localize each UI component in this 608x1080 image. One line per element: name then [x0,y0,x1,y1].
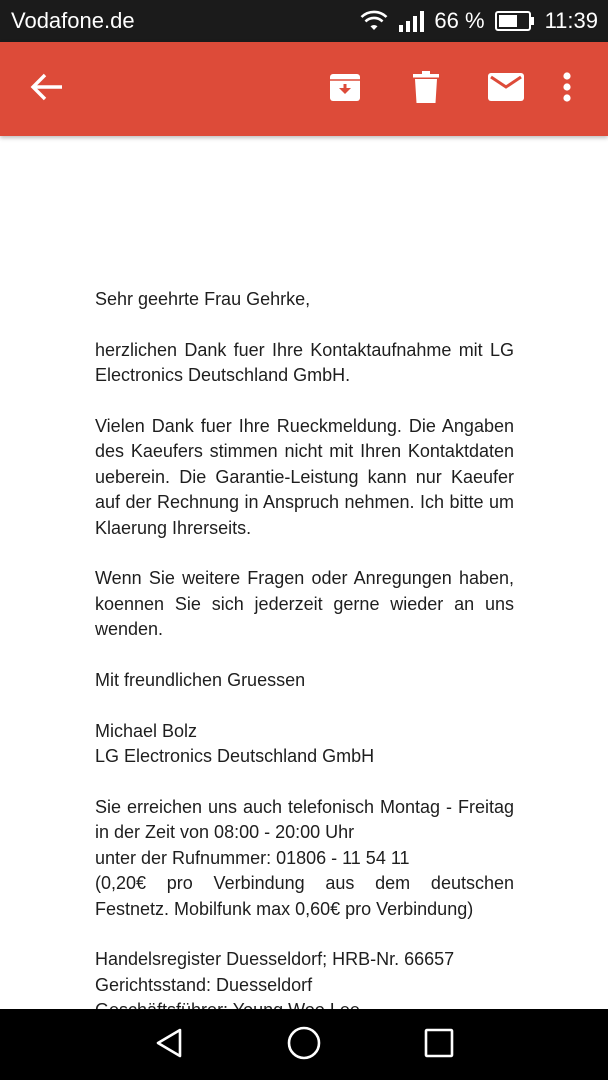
email-toolbar [0,42,608,136]
court-of-jurisdiction: Gerichtsstand: Duesseldorf [95,974,313,995]
archive-button[interactable] [321,65,369,113]
battery-icon [495,10,535,32]
closing: Mit freundlichen Gruessen [95,670,306,691]
back-triangle-icon [154,1027,184,1064]
nav-recents-button[interactable] [417,1023,461,1067]
more-vert-icon [563,72,571,107]
phone-info [95,795,514,922]
navigation-bar [0,1009,608,1080]
commercial-register: Handelsregister Duesseldorf; HRB-Nr. 66657 [95,949,455,970]
nav-back-button[interactable] [147,1023,191,1067]
carrier-name: Vodafone.de [11,8,135,33]
nav-home-button[interactable] [282,1023,326,1067]
status-bar [0,0,608,42]
back-button[interactable] [23,65,71,113]
status-indicators [360,7,598,35]
phone-cost: (0,20€ pro Verbindung aus dem deutschen Festnetz. Mobilfunk max 0,60€ pro Verbindung) [95,873,514,919]
back-arrow-icon [30,73,64,106]
phone-number: unter der Rufnummer: 01806 - 11 54 11 [95,847,410,868]
phone-hours: Sie erreichen uns auch telefonisch Montag - Freitag in der Zeit von 08:00 - 20:00 Uhr [95,797,514,843]
greeting: Sehr geehrte Frau Gehrke, [95,289,311,309]
home-circle-icon [287,1026,321,1065]
archive-icon [329,71,361,108]
wifi-icon [360,10,388,32]
mark-unread-button[interactable] [482,65,530,113]
email-body [95,287,514,1049]
paragraph-questions: Wenn Sie weitere Fragen oder Anregungen haben, koennen Sie sich jederzeit gerne wieder an uns wenden. [95,568,514,640]
signature [95,719,514,770]
signature-company: LG Electronics Deutschland GmbH [95,746,375,767]
battery-percent: 66 % [434,8,485,33]
delete-button[interactable] [402,65,450,113]
signal-icon [398,10,424,32]
mark-unread-icon [488,73,524,106]
recents-square-icon [424,1028,454,1063]
paragraph-feedback: Vielen Dank fuer Ihre Rueckmeldung. Die Angaben des Kaeufers stimmen nicht mit Ihren Kontaktdaten ueberein. Die Garantie-Leistung kann nur Kaeufer auf der Rechnung in Anspruch nehmen. Ich bitte um Klaerung Ihrerseits. [95,416,514,538]
more-options-button[interactable] [543,65,591,113]
delete-icon [413,71,439,108]
signature-name: Michael Bolz [95,720,198,741]
paragraph-thanks: herzlichen Dank fuer Ihre Kontaktaufnahme mit LG Electronics Deutschland GmbH. [95,339,514,386]
clock: 11:39 [544,8,598,33]
